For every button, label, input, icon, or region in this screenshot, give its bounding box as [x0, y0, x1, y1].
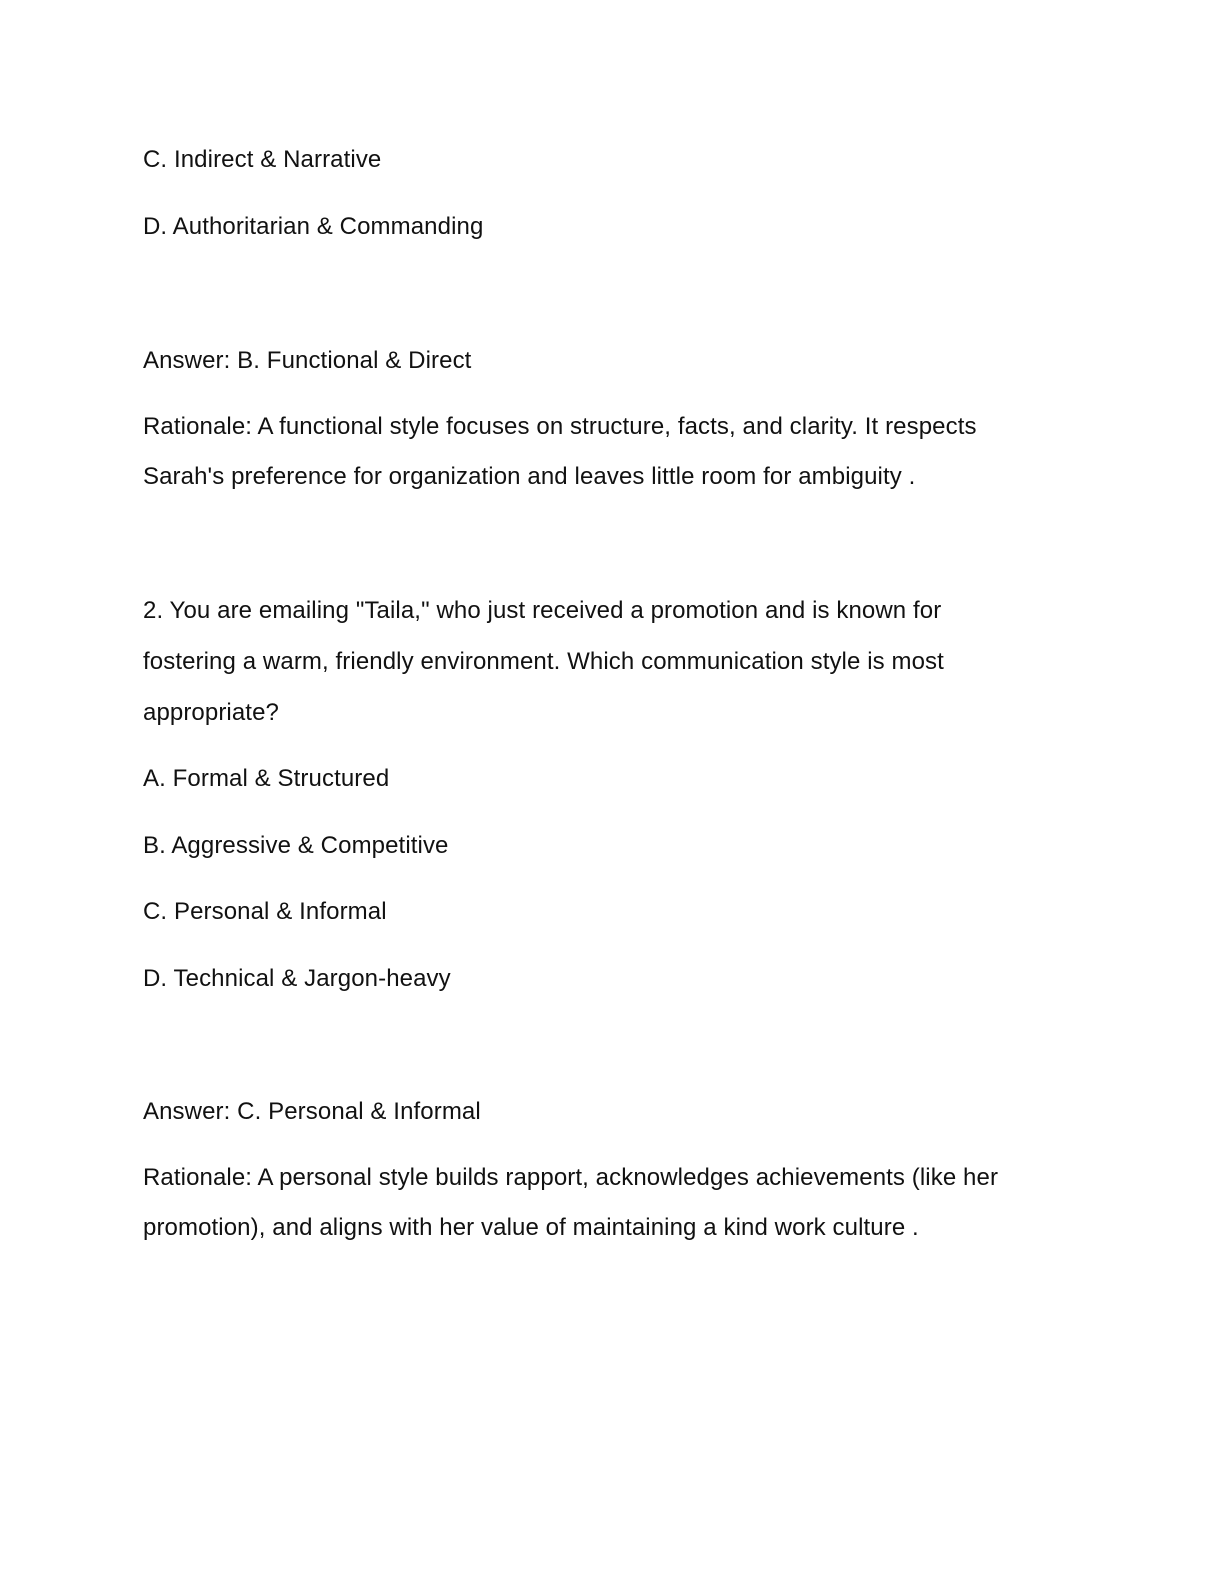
- q2-answer: Answer: C. Personal & Informal: [143, 1098, 481, 1125]
- q2-question-line-1: 2. You are emailing "Taila," who just received a promotion and is known for: [143, 597, 942, 624]
- q1-option-d: D. Authoritarian & Commanding: [143, 213, 484, 240]
- q1-option-c: C. Indirect & Narrative: [143, 146, 382, 173]
- q2-question-line-2: fostering a warm, friendly environment. Which communication style is most: [143, 648, 944, 675]
- q2-option-d: D. Technical & Jargon-heavy: [143, 965, 451, 992]
- q2-option-b: B. Aggressive & Competitive: [143, 832, 449, 859]
- q2-rationale-line-2: promotion), and aligns with her value of maintaining a kind work culture .: [143, 1214, 919, 1241]
- q1-answer: Answer: B. Functional & Direct: [143, 347, 472, 374]
- q1-rationale-line-1: Rationale: A functional style focuses on structure, facts, and clarity. It respects: [143, 413, 977, 440]
- q2-rationale-line-1: Rationale: A personal style builds rapport, acknowledges achievements (like her: [143, 1164, 999, 1191]
- q2-option-a: A. Formal & Structured: [143, 765, 390, 792]
- q2-option-c: C. Personal & Informal: [143, 898, 387, 925]
- q1-rationale-line-2: Sarah's preference for organization and leaves little room for ambiguity .: [143, 463, 916, 490]
- q2-question-line-3: appropriate?: [143, 699, 279, 726]
